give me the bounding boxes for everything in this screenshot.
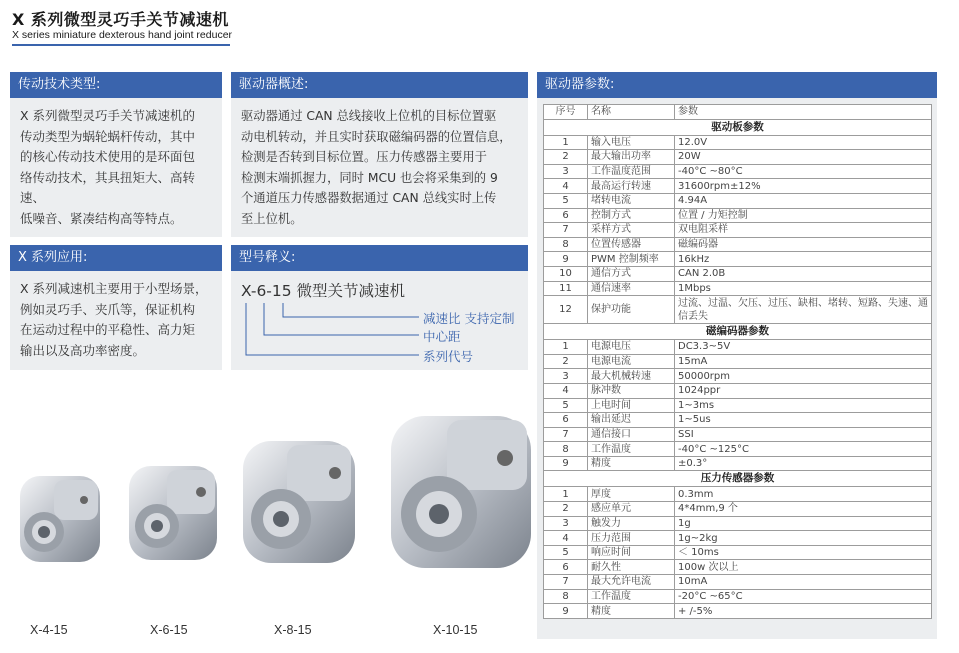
overview-line: 驱动器通过 CAN 总线接收上位机的目标位置驱 <box>241 109 497 123</box>
params-cell-value: 12.0V <box>675 135 932 150</box>
params-table-body <box>544 105 932 619</box>
params-cell-name: 脉冲数 <box>588 383 675 398</box>
params-cell-index: 1 <box>544 487 588 502</box>
params-cell-name: 工作温度 <box>588 442 675 457</box>
overview-line: 检测末端抓握力，同时 MCU 也会将采集到的 9 <box>241 170 498 185</box>
params-cell-index: 2 <box>544 502 588 517</box>
params-section-title: 压力传感器参数 <box>544 471 932 487</box>
col-header: 序号 <box>544 105 588 120</box>
params-cell-name: 耐久性 <box>588 560 675 575</box>
params-cell-value: 31600rpm±12% <box>675 179 932 194</box>
params-cell-name: 保护功能 <box>588 296 675 324</box>
application-panel <box>10 245 222 370</box>
params-row <box>544 531 932 546</box>
product-image-x-10-15 <box>385 408 540 578</box>
params-cell-index: 7 <box>544 427 588 442</box>
params-section-row <box>544 119 932 135</box>
params-cell-index: 2 <box>544 354 588 369</box>
params-cell-name: PWM 控制频率 <box>588 252 675 267</box>
model-label-ratio: 减速比 支持定制 <box>423 311 515 326</box>
params-row <box>544 340 932 355</box>
params-cell-value: 0.3mm <box>675 487 932 502</box>
params-row <box>544 369 932 384</box>
params-cell-index: 8 <box>544 589 588 604</box>
params-cell-value: 1g <box>675 516 932 531</box>
params-cell-name: 压力范围 <box>588 531 675 546</box>
transmission-body <box>10 98 222 237</box>
params-cell-value: 4.94A <box>675 193 932 208</box>
overview-line: 动电机转动，并且实时获取磁编码器的位置信息， <box>241 129 512 144</box>
params-cell-value: 10mA <box>675 575 932 590</box>
params-cell-name: 通信速率 <box>588 281 675 296</box>
params-row <box>544 135 932 150</box>
params-section-title: 磁编码器参数 <box>544 324 932 340</box>
params-row <box>544 193 932 208</box>
params-row <box>544 252 932 267</box>
params-cell-name: 工作温度 <box>588 589 675 604</box>
col-header: 名称 <box>588 105 675 120</box>
params-cell-index: 6 <box>544 560 588 575</box>
model-panel <box>231 245 528 370</box>
application-line: X 系列减速机主要用于小型场景， <box>20 281 208 296</box>
transmission-heading: 传动技术类型: <box>10 72 222 98</box>
params-cell-index: 9 <box>544 252 588 267</box>
params-row <box>544 179 932 194</box>
params-row <box>544 266 932 281</box>
params-cell-value: 1g~2kg <box>675 531 932 546</box>
params-cell-name: 电源电流 <box>588 354 675 369</box>
params-cell-value: 50000rpm <box>675 369 932 384</box>
model-code: X-6-15 微型关节减速机 <box>241 282 406 300</box>
params-panel <box>537 72 937 639</box>
params-section-row <box>544 471 932 487</box>
params-cell-index: 5 <box>544 398 588 413</box>
params-cell-name: 响应时间 <box>588 545 675 560</box>
model-label-center-distance: 中心距 <box>423 329 461 344</box>
params-row <box>544 354 932 369</box>
params-cell-value: 20W <box>675 150 932 165</box>
params-row <box>544 442 932 457</box>
params-cell-value: -20°C ~65°C <box>675 589 932 604</box>
params-cell-name: 精度 <box>588 456 675 471</box>
params-row <box>544 516 932 531</box>
product-image-x-4-15 <box>14 470 104 570</box>
params-cell-name: 最高运行转速 <box>588 179 675 194</box>
params-row <box>544 575 932 590</box>
product-label: X-8-15 <box>274 623 312 637</box>
params-cell-name: 上电时间 <box>588 398 675 413</box>
params-cell-value: ±0.3° <box>675 456 932 471</box>
params-cell-value: 双电阻采样 <box>675 223 932 238</box>
params-cell-value: 15mA <box>675 354 932 369</box>
params-cell-index: 1 <box>544 340 588 355</box>
transmission-line: 传动类型为蜗轮蜗杆传动，其中 <box>20 128 196 144</box>
params-header-row <box>544 105 932 120</box>
overview-line: 至上位机。 <box>241 211 303 226</box>
params-cell-name: 精度 <box>588 604 675 619</box>
params-row <box>544 296 932 324</box>
params-cell-name: 最大允许电流 <box>588 575 675 590</box>
params-cell-name: 最大机械转速 <box>588 369 675 384</box>
product-label: X-10-15 <box>433 623 478 637</box>
params-table <box>543 104 932 619</box>
params-cell-name: 触发力 <box>588 516 675 531</box>
params-cell-index: 6 <box>544 208 588 223</box>
params-row <box>544 164 932 179</box>
params-cell-index: 3 <box>544 164 588 179</box>
params-cell-index: 7 <box>544 223 588 238</box>
params-cell-value: 磁编码器 <box>675 237 932 252</box>
params-section-title: 驱动板参数 <box>544 119 932 135</box>
application-line: 例如灵巧手、夹爪等，保证机构 <box>20 301 196 317</box>
params-cell-value: -40°C ~80°C <box>675 164 932 179</box>
params-cell-name: 最大输出功率 <box>588 150 675 165</box>
params-cell-index: 11 <box>544 281 588 296</box>
params-cell-name: 控制方式 <box>588 208 675 223</box>
params-cell-index: 2 <box>544 150 588 165</box>
params-cell-index: 8 <box>544 237 588 252</box>
params-cell-index: 7 <box>544 575 588 590</box>
params-row <box>544 589 932 604</box>
params-cell-name: 工作温度范围 <box>588 164 675 179</box>
transmission-line: X 系列微型灵巧手关节减速机的 <box>20 108 196 123</box>
application-line: 在运动过程中的平稳性、高力矩 <box>20 322 196 337</box>
params-cell-index: 5 <box>544 193 588 208</box>
params-row <box>544 223 932 238</box>
params-cell-index: 12 <box>544 296 588 324</box>
params-cell-name: 通信接口 <box>588 427 675 442</box>
product-label: X-4-15 <box>30 623 68 637</box>
params-cell-name: 厚度 <box>588 487 675 502</box>
params-cell-index: 4 <box>544 383 588 398</box>
params-cell-value: + /-5% <box>675 604 932 619</box>
params-cell-index: 9 <box>544 456 588 471</box>
params-cell-value: 位置 / 力矩控制 <box>675 208 932 223</box>
params-row <box>544 560 932 575</box>
params-row <box>544 150 932 165</box>
params-row <box>544 487 932 502</box>
params-cell-value: 100w 次以上 <box>675 560 932 575</box>
overview-line: 检测是否转到目标位置。压力传感器主要用于 <box>241 150 487 164</box>
params-cell-name: 输入电压 <box>588 135 675 150</box>
col-header: 参数 <box>675 105 932 120</box>
params-row <box>544 427 932 442</box>
params-row <box>544 456 932 471</box>
params-row <box>544 281 932 296</box>
params-cell-index: 9 <box>544 604 588 619</box>
params-heading: 驱动器参数: <box>537 72 937 98</box>
params-section-row <box>544 324 932 340</box>
params-row <box>544 545 932 560</box>
transmission-line: 的核心传动技术使用的是环面包 <box>20 149 196 164</box>
params-row <box>544 383 932 398</box>
overview-body <box>231 98 528 237</box>
product-image-x-6-15 <box>123 460 223 570</box>
transmission-line: 低噪音、紧凑结构高等特点。 <box>20 210 183 226</box>
params-cell-index: 6 <box>544 413 588 428</box>
transmission-line: 络传动技术，其具扭矩大、高转速、 <box>20 169 196 205</box>
params-cell-name: 堵转电流 <box>588 193 675 208</box>
product-label: X-6-15 <box>150 623 188 637</box>
params-cell-index: 5 <box>544 545 588 560</box>
params-cell-name: 通信方式 <box>588 266 675 281</box>
transmission-panel <box>10 72 222 237</box>
params-cell-value: 16kHz <box>675 252 932 267</box>
params-cell-value: 1~3ms <box>675 398 932 413</box>
application-line: 输出以及高功率密度。 <box>20 342 146 358</box>
params-cell-value: ＜ 10ms <box>675 545 932 560</box>
params-cell-value: 4*4mm,9 个 <box>675 502 932 517</box>
params-cell-index: 3 <box>544 516 588 531</box>
params-row <box>544 413 932 428</box>
params-row <box>544 208 932 223</box>
page-title: X 系列微型灵巧手关节减速机 <box>12 10 229 29</box>
product-image-x-8-15 <box>237 433 362 573</box>
params-row <box>544 502 932 517</box>
overview-panel <box>231 72 528 237</box>
params-cell-index: 10 <box>544 266 588 281</box>
params-cell-index: 1 <box>544 135 588 150</box>
params-cell-value: CAN 2.0B <box>675 266 932 281</box>
overview-line: 个通道压力传感器数据通过 CAN 总线实时上传 <box>241 191 497 205</box>
params-cell-name: 采样方式 <box>588 223 675 238</box>
params-cell-name: 位置传感器 <box>588 237 675 252</box>
overview-heading: 驱动器概述: <box>231 72 528 98</box>
params-cell-name: 感应单元 <box>588 502 675 517</box>
params-row <box>544 604 932 619</box>
model-label-series-code: 系列代号 <box>423 349 474 364</box>
params-cell-index: 4 <box>544 179 588 194</box>
params-cell-value: -40°C ~125°C <box>675 442 932 457</box>
title-underline <box>12 44 230 46</box>
params-cell-name: 输出延迟 <box>588 413 675 428</box>
params-cell-value: 1024ppr <box>675 383 932 398</box>
params-cell-value: 1~5us <box>675 413 932 428</box>
application-body <box>10 271 222 369</box>
params-cell-index: 4 <box>544 531 588 546</box>
params-cell-name: 电源电压 <box>588 340 675 355</box>
params-cell-value: DC3.3~5V <box>675 340 932 355</box>
page-subtitle: X series miniature dexterous hand joint reducer <box>12 29 233 41</box>
params-row <box>544 398 932 413</box>
application-heading: X 系列应用: <box>10 245 222 271</box>
params-cell-value: 1Mbps <box>675 281 932 296</box>
params-row <box>544 237 932 252</box>
params-cell-value: 过流、过温、欠压、过压、缺相、堵转、短路、失速、通信丢失 <box>675 296 932 324</box>
model-heading: 型号释义: <box>231 245 528 271</box>
params-cell-index: 3 <box>544 369 588 384</box>
params-cell-value: SSI <box>675 427 932 442</box>
params-cell-index: 8 <box>544 442 588 457</box>
